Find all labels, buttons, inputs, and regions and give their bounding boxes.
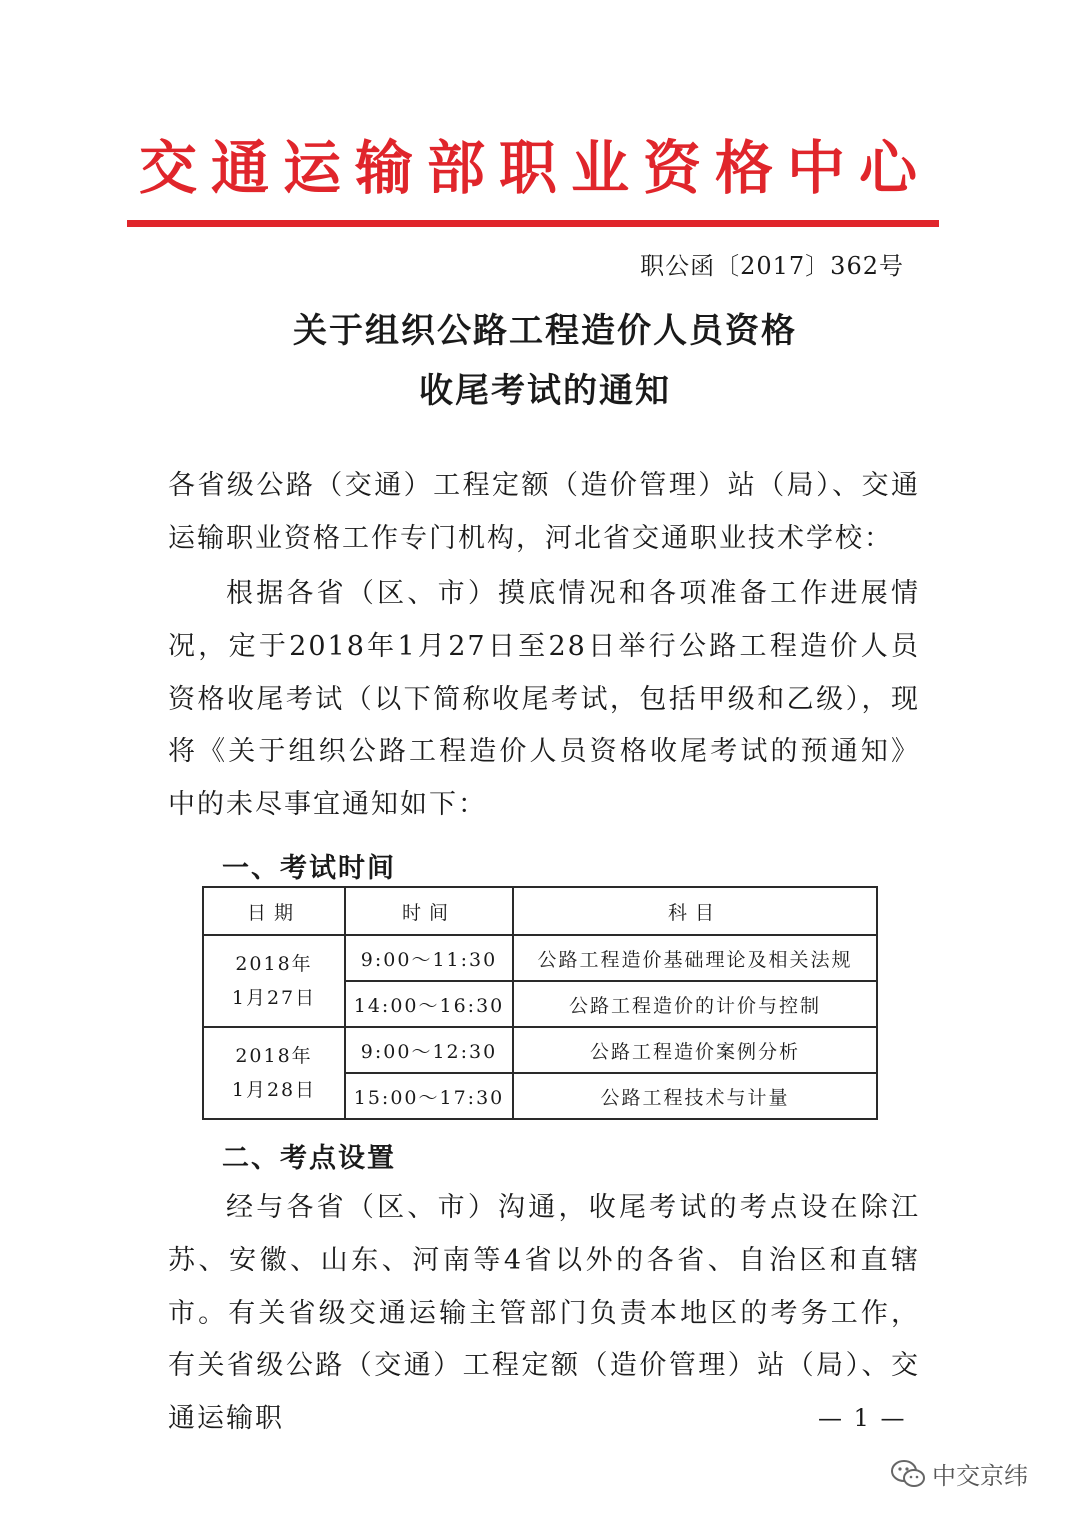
page-number: — 1 —: [818, 1404, 907, 1432]
exam-sites-paragraph: 经与各省（区、市）沟通，收尾考试的考点设在除江苏、安徽、山东、河南等4省以外的各省、自治区和直辖市。有关省级交通运输主管部门负责本地区的考务工作，有关省级公路（交通）工程定额（造价管理）站（局）、交通运输职: [168, 1192, 920, 1435]
date-cell-day1: [203, 935, 345, 1027]
time-cell: 9:00～12:30: [345, 1027, 513, 1073]
date-cell-day2: [203, 1027, 345, 1119]
wechat-icon: [890, 1459, 926, 1489]
date-day: 1月27日: [231, 987, 317, 1009]
letterhead-divider: [127, 220, 939, 227]
header-time: 时间: [345, 887, 513, 935]
subject-cell: 公路工程技术与计量: [513, 1073, 877, 1119]
watermark-text: 中交京纬: [932, 1462, 1028, 1490]
section-heading-exam-time: 一、考试时间: [222, 853, 396, 884]
table-row: [203, 1027, 877, 1073]
table-row: [203, 935, 877, 981]
date-day: 1月28日: [231, 1079, 317, 1101]
addressee-paragraph: 各省级公路（交通）工程定额（造价管理）站（局）、交通运输职业资格工作专门机构，河北省交通职业技术学校：: [168, 470, 920, 554]
watermark: [890, 1456, 1028, 1491]
time-cell: 9:00～11:30: [345, 935, 513, 981]
document-number: 职公函〔2017〕362号: [640, 252, 904, 280]
subject-cell: 公路工程造价基础理论及相关法规: [513, 935, 877, 981]
notice-title-line-2: 收尾考试的通知: [419, 371, 671, 411]
date-year: 2018年: [235, 953, 313, 975]
exam-schedule-table: [202, 886, 878, 1120]
header-subject: 科目: [513, 887, 877, 935]
notice-title-line-1: 关于组织公路工程造价人员资格: [293, 311, 797, 351]
section-heading-exam-sites: 二、考点设置: [222, 1143, 396, 1174]
subject-cell: 公路工程造价案例分析: [513, 1027, 877, 1073]
header-date: 日期: [203, 887, 345, 935]
date-year: 2018年: [235, 1045, 313, 1067]
table-header-row: [203, 887, 877, 935]
time-cell: 15:00～17:30: [345, 1073, 513, 1119]
time-cell: 14:00～16:30: [345, 981, 513, 1027]
subject-cell: 公路工程造价的计价与控制: [513, 981, 877, 1027]
letterhead-title: 交通运输部职业资格中心: [138, 134, 931, 202]
intro-paragraph: 根据各省（区、市）摸底情况和各项准备工作进展情况，定于2018年1月27日至28日举行公路工程造价人员资格收尾考试（以下简称收尾考试，包括甲级和乙级），现将《关于组织公路工程造价人员资格收尾考试的预通知》中的未尽事宜通知如下：: [168, 578, 920, 821]
